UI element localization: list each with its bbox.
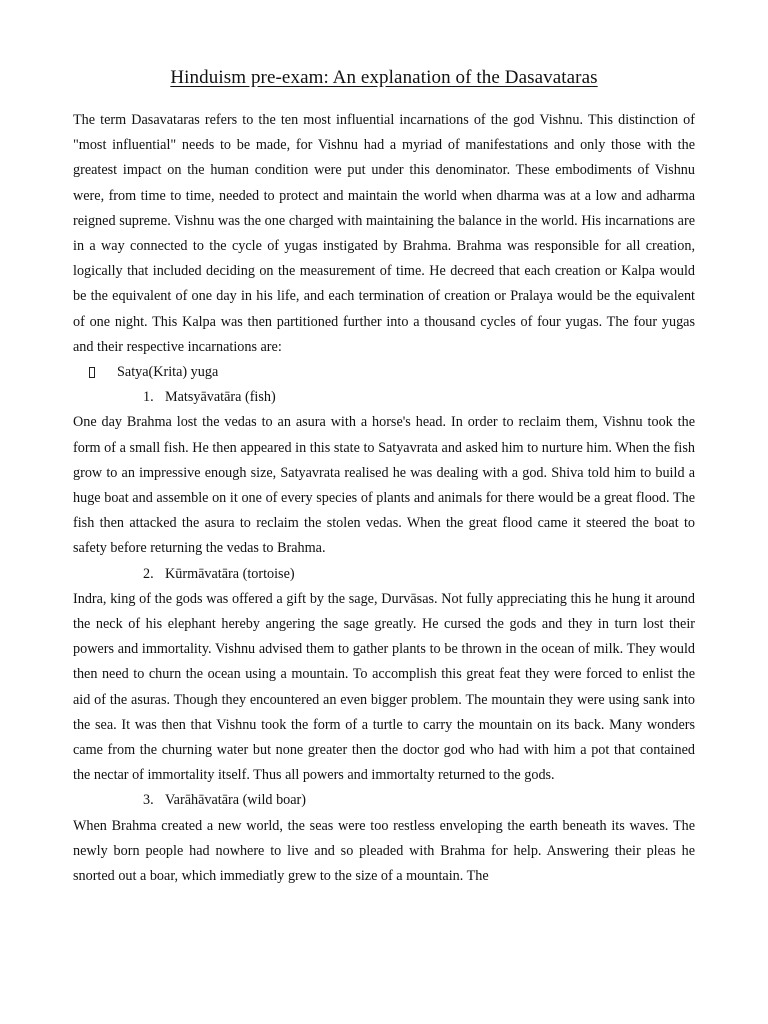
yuga-bullet <box>73 360 695 385</box>
avatar-number: 3. <box>143 792 154 809</box>
bullet-icon <box>89 367 95 378</box>
avatar-name: Matsyāvatāra (fish) <box>165 389 276 406</box>
avatar-number: 1. <box>143 389 154 406</box>
avatar-number: 2. <box>143 565 154 582</box>
avatar-heading-3 <box>73 788 695 813</box>
intro-paragraph: The term Dasavataras refers to the ten most influential incarnations of the god Vishnu. This distinction of "most influential" needs to be made, for Vishnu had a myriad of manifestations and only those with the greatest impact on the human condition were put under this denominator. These embodiments of Vishnu were, from time to time, needed to protect and maintain the world when dharma was at a low and adharma reigned supreme. Vishnu was the one charged with maintaining the balance in the world. His incarnations are in a way connected to the cycle of yugas instigated by Brahma. Brahma was responsible for all creation, logically that included deciding on the measurement of time. He decreed that each creation or Kalpa would be the equivalent of one day in his life, and each termination of creation or Pralaya would be the equivalent of one night. This Kalpa was then partitioned further into a thousand cycles of four yugas. The four yugas and their respective incarnations are: <box>73 112 695 355</box>
avatar-name: Varāhāvatāra (wild boar) <box>165 792 307 809</box>
avatar-heading-2 <box>73 562 695 587</box>
avatar-paragraph-1: One day Brahma lost the vedas to an asura with a horse's head. In order to reclaim them, Vishnu took the form of a small fish. He then appeared in this state to Satyavrata and asked him to nurture him. When the fish grow to an impressive enough size, Satyavrata realised he was dealing with a god. Shiva told him to build a huge boat and assemble on it one of every species of plants and animals for there would be a great flood. The fish then attacked the asura to reclaim the stolen vedas. When the great flood came it steered the boat to safety before returning the vedas to Brahma. <box>73 414 695 557</box>
avatar-paragraph-3: When Brahma created a new world, the seas were too restless enveloping the earth beneath its waves. The newly born people had nowhere to live and so pleaded with Brahma for help. Answering their pleas he snorted out a boar, which immediatly grew to the size of a mountain. The <box>73 817 695 885</box>
yuga-label: Satya(Krita) yuga <box>117 364 219 381</box>
avatar-paragraph-2: Indra, king of the gods was offered a gift by the sage, Durvāsas. Not fully appreciating this he hung it around the neck of his elephant hereby angering the sage greatly. He cursed the gods and they in turn lost their powers and immortality. Vishnu advised them to gather plants to be thrown in the ocean of milk. They would then need to churn the ocean using a mountain. To accomplish this great feat they were forced to enlist the aid of the asuras. Though they encountered an even bigger problem. The mountain they were using sank into the sea. It was then that Vishnu took the form of a turtle to carry the mountain on its back. Many wonders came from the churning water but none greater then the doctor god who had with him a pot that contained the nectar of immortality itself. Thus all powers and immortalty returned to the gods. <box>73 590 695 784</box>
document-page <box>73 66 695 889</box>
avatar-name: Kūrmāvatāra (tortoise) <box>165 565 295 582</box>
avatar-heading-1 <box>73 385 695 410</box>
document-title: Hinduism pre-exam: An explanation of the Dasavataras <box>170 67 598 88</box>
